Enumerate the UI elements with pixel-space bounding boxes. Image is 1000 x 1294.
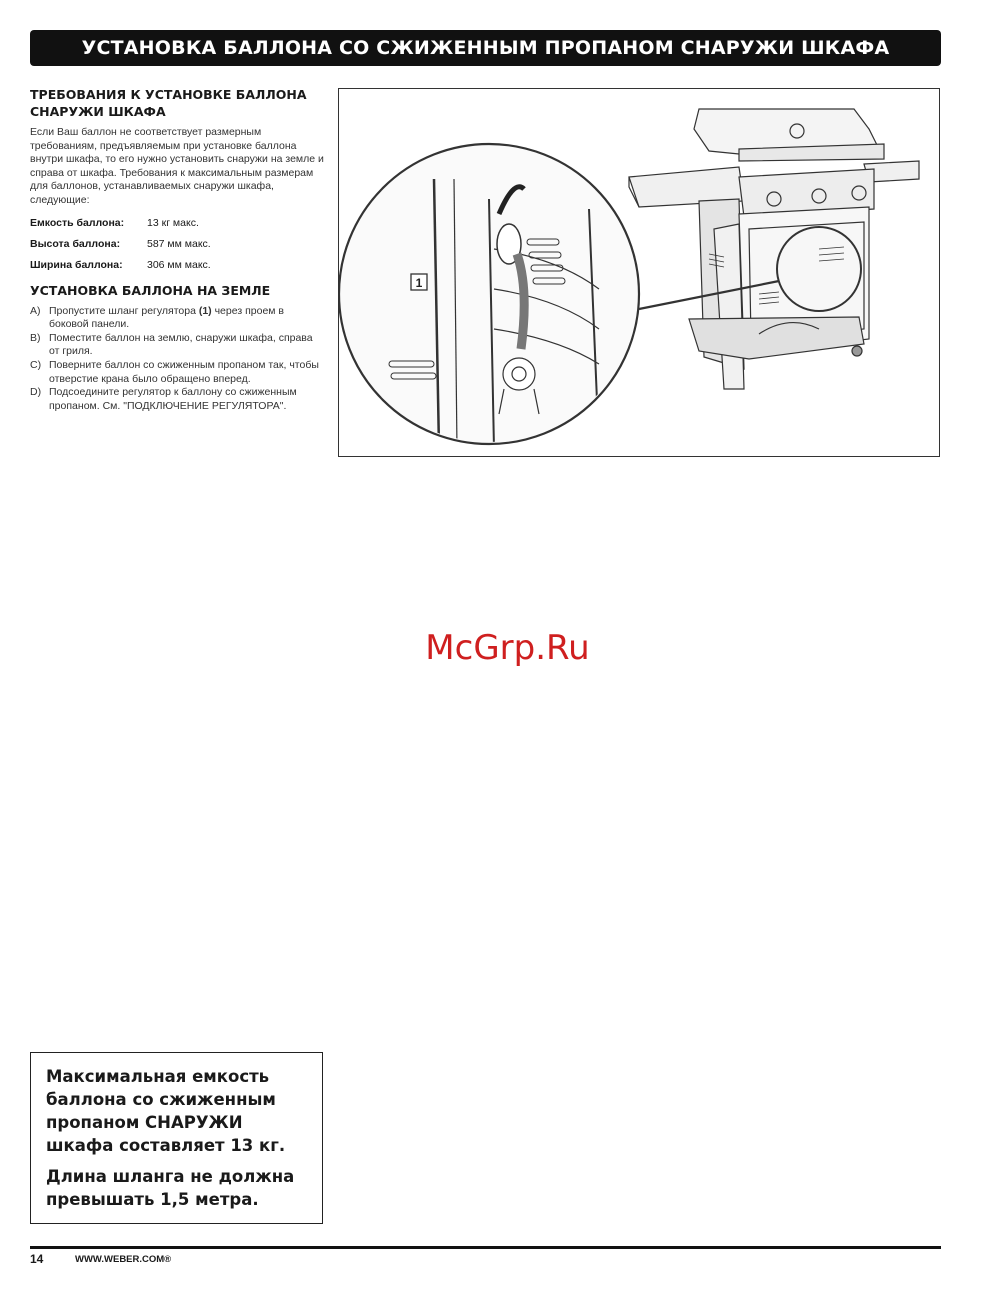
footer-divider	[30, 1246, 941, 1249]
requirements-heading: ТРЕБОВАНИЯ К УСТАНОВКЕ БАЛЛОНА СНАРУЖИ ШКАФА	[30, 87, 307, 119]
spec-value: 587 мм макс.	[147, 237, 211, 250]
page-title-banner	[30, 30, 941, 66]
spec-row	[30, 216, 325, 230]
spec-value: 13 кг макс.	[147, 216, 199, 229]
callout-label: 1	[415, 276, 423, 290]
grill-illustration	[338, 88, 940, 457]
spec-label: Емкость баллона:	[30, 216, 125, 229]
list-item: D) Подсоедините регулятор к баллону со сжиженным пропаном. См. "ПОДКЛЮЧЕНИЕ РЕГУЛЯТОРА".	[30, 386, 297, 412]
spec-row	[30, 258, 325, 272]
website-link[interactable]: WWW.WEBER.COM®	[75, 1254, 172, 1265]
page-title: УСТАНОВКА БАЛЛОНА СО СЖИЖЕННЫМ ПРОПАНОМ СНАРУЖИ ШКАФА	[81, 37, 890, 59]
watermark: McGrp.Ru	[425, 628, 590, 668]
spec-row	[30, 237, 325, 251]
list-item: B) Поместите баллон на землю, снаружи шкафа, справа от гриля.	[30, 331, 313, 358]
note-box	[30, 1052, 323, 1224]
spec-value: 306 мм макс.	[147, 258, 211, 271]
note-hose: Длина шланга не должна превышать 1,5 метра.	[46, 1167, 295, 1209]
note-capacity: Максимальная емкость баллона со сжиженным пропаном СНАРУЖИ шкафа составляет 13 кг.	[46, 1067, 286, 1155]
steps-list	[30, 305, 325, 414]
list-item: C) Поверните баллон со сжиженным пропаном так, чтобы отверстие крана было обращено вперед.	[30, 358, 319, 385]
spec-label: Ширина баллона:	[30, 258, 123, 271]
spec-label: Высота баллона:	[30, 237, 121, 250]
text-column	[30, 86, 325, 413]
page-number: 14	[30, 1252, 44, 1266]
list-item: A) Пропустите шланг регулятора (1) через проем в боковой панели.	[30, 304, 284, 331]
requirements-paragraph: Если Ваш баллон не соответствует размерным требованиям, предъявляемым при установке баллона внутри шкафа, то его нужно установить снаружи на земле и справа от шкафа. Требования к максимальным размерам для баллонов, устанавливаемых снаружи шкафа, следующие:	[30, 126, 324, 206]
ground-heading: УСТАНОВКА БАЛЛОНА НА ЗЕМЛЕ	[30, 282, 271, 298]
